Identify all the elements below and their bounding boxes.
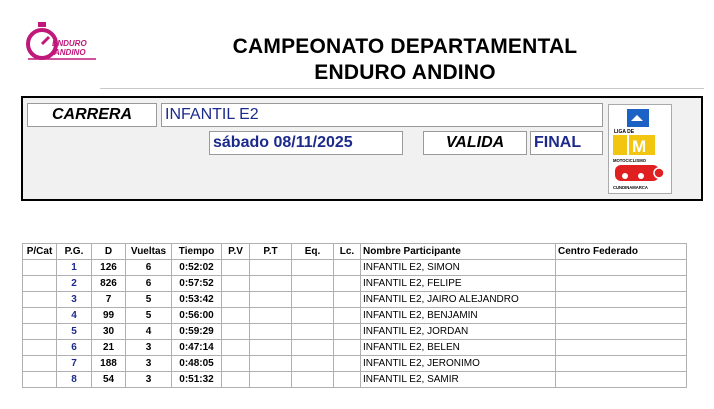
cell-pcat bbox=[23, 260, 57, 276]
cell-pt bbox=[250, 308, 292, 324]
cell-vueltas: 3 bbox=[126, 372, 172, 388]
cell-pcat bbox=[23, 356, 57, 372]
cell-pv bbox=[222, 308, 250, 324]
cell-pcat bbox=[23, 308, 57, 324]
cell-tiempo: 0:52:02 bbox=[172, 260, 222, 276]
cell-lc bbox=[334, 340, 361, 356]
column-header-centro[interactable]: Centro Federado bbox=[556, 244, 687, 260]
cell-lc bbox=[334, 356, 361, 372]
cell-vueltas: 3 bbox=[126, 356, 172, 372]
cell-vueltas: 6 bbox=[126, 260, 172, 276]
cell-vueltas: 6 bbox=[126, 276, 172, 292]
enduro-andino-logo bbox=[22, 20, 100, 62]
title-line-2: ENDURO ANDINO bbox=[314, 61, 496, 84]
cell-pt bbox=[250, 340, 292, 356]
cell-pt bbox=[250, 292, 292, 308]
title-divider bbox=[100, 88, 704, 89]
cell-pg: 2 bbox=[57, 276, 92, 292]
cell-d: 30 bbox=[92, 324, 126, 340]
cell-vueltas: 3 bbox=[126, 340, 172, 356]
cell-eq bbox=[292, 276, 334, 292]
cell-d: 7 bbox=[92, 292, 126, 308]
cell-pcat bbox=[23, 276, 57, 292]
cell-eq bbox=[292, 260, 334, 276]
cell-vueltas: 5 bbox=[126, 308, 172, 324]
svg-text:MOTOCICLISMO: MOTOCICLISMO bbox=[613, 158, 646, 163]
table-row[interactable] bbox=[23, 372, 687, 388]
cell-centro bbox=[556, 356, 687, 372]
cell-eq bbox=[292, 340, 334, 356]
cell-eq bbox=[292, 308, 334, 324]
column-header-pt[interactable]: P.T bbox=[250, 244, 292, 260]
svg-text:ANDINO: ANDINO bbox=[54, 48, 86, 57]
cell-d: 99 bbox=[92, 308, 126, 324]
cell-pv bbox=[222, 372, 250, 388]
cell-pt bbox=[250, 356, 292, 372]
column-header-eq[interactable]: Eq. bbox=[292, 244, 334, 260]
cell-vueltas: 4 bbox=[126, 324, 172, 340]
cell-pv bbox=[222, 260, 250, 276]
cell-tiempo: 0:57:52 bbox=[172, 276, 222, 292]
table-row[interactable] bbox=[23, 260, 687, 276]
cell-d: 826 bbox=[92, 276, 126, 292]
column-header-pv[interactable]: P.V bbox=[222, 244, 250, 260]
cell-nombre: INFANTIL E2, JORDAN bbox=[361, 324, 556, 340]
column-header-lc[interactable]: Lc. bbox=[334, 244, 361, 260]
cell-centro bbox=[556, 324, 687, 340]
cell-eq bbox=[292, 372, 334, 388]
cell-centro bbox=[556, 260, 687, 276]
cell-eq bbox=[292, 324, 334, 340]
cell-eq bbox=[292, 356, 334, 372]
cell-lc bbox=[334, 260, 361, 276]
carrera-value: INFANTIL E2 bbox=[161, 103, 603, 127]
cell-lc bbox=[334, 308, 361, 324]
table-row[interactable] bbox=[23, 308, 687, 324]
cell-pg: 3 bbox=[57, 292, 92, 308]
svg-text:M: M bbox=[632, 137, 647, 156]
cell-pg: 4 bbox=[57, 308, 92, 324]
cell-pg: 1 bbox=[57, 260, 92, 276]
cell-tiempo: 0:59:29 bbox=[172, 324, 222, 340]
cell-centro bbox=[556, 292, 687, 308]
table-row[interactable] bbox=[23, 340, 687, 356]
cell-tiempo: 0:56:00 bbox=[172, 308, 222, 324]
table-row[interactable] bbox=[23, 276, 687, 292]
carrera-label: CARRERA bbox=[27, 103, 157, 127]
cell-nombre: INFANTIL E2, FELIPE bbox=[361, 276, 556, 292]
column-header-vueltas[interactable]: Vueltas bbox=[126, 244, 172, 260]
cell-centro bbox=[556, 372, 687, 388]
cell-lc bbox=[334, 276, 361, 292]
table-header-row bbox=[23, 244, 687, 260]
cell-pv bbox=[222, 340, 250, 356]
cell-pv bbox=[222, 276, 250, 292]
cell-pg: 6 bbox=[57, 340, 92, 356]
cell-pg: 7 bbox=[57, 356, 92, 372]
cell-pcat bbox=[23, 324, 57, 340]
table-row[interactable] bbox=[23, 292, 687, 308]
cell-pcat bbox=[23, 292, 57, 308]
cell-lc bbox=[334, 292, 361, 308]
cell-d: 54 bbox=[92, 372, 126, 388]
cell-pv bbox=[222, 356, 250, 372]
cell-centro bbox=[556, 308, 687, 324]
cell-tiempo: 0:48:05 bbox=[172, 356, 222, 372]
liga-motociclismo-logo bbox=[608, 104, 672, 194]
cell-nombre: INFANTIL E2, SAMIR bbox=[361, 372, 556, 388]
column-header-nombre[interactable]: Nombre Participante bbox=[361, 244, 556, 260]
page-title bbox=[140, 34, 670, 86]
cell-d: 21 bbox=[92, 340, 126, 356]
results-table bbox=[22, 243, 687, 388]
cell-nombre: INFANTIL E2, JERONIMO bbox=[361, 356, 556, 372]
column-header-pg[interactable]: P.G. bbox=[57, 244, 92, 260]
column-header-pcat[interactable]: P/Cat bbox=[23, 244, 57, 260]
cell-centro bbox=[556, 340, 687, 356]
cell-nombre: INFANTIL E2, SIMON bbox=[361, 260, 556, 276]
svg-text:ENDURO: ENDURO bbox=[52, 39, 87, 48]
cell-d: 126 bbox=[92, 260, 126, 276]
cell-lc bbox=[334, 324, 361, 340]
valida-label: VALIDA bbox=[423, 131, 527, 155]
cell-tiempo: 0:47:14 bbox=[172, 340, 222, 356]
cell-centro bbox=[556, 276, 687, 292]
valida-value: FINAL bbox=[530, 131, 603, 155]
cell-pg: 5 bbox=[57, 324, 92, 340]
cell-pt bbox=[250, 260, 292, 276]
table-row[interactable] bbox=[23, 356, 687, 372]
cell-pt bbox=[250, 324, 292, 340]
cell-pt bbox=[250, 276, 292, 292]
cell-pcat bbox=[23, 372, 57, 388]
cell-nombre: INFANTIL E2, BENJAMIN bbox=[361, 308, 556, 324]
race-info-panel bbox=[21, 96, 703, 201]
cell-tiempo: 0:51:32 bbox=[172, 372, 222, 388]
cell-vueltas: 5 bbox=[126, 292, 172, 308]
cell-nombre: INFANTIL E2, BELEN bbox=[361, 340, 556, 356]
title-line-1: CAMPEONATO DEPARTAMENTAL bbox=[232, 35, 578, 58]
svg-text:CUNDINAMARCA: CUNDINAMARCA bbox=[613, 185, 648, 190]
cell-lc bbox=[334, 372, 361, 388]
cell-pt bbox=[250, 372, 292, 388]
table-row[interactable] bbox=[23, 324, 687, 340]
cell-pv bbox=[222, 324, 250, 340]
column-header-tiempo[interactable]: Tiempo bbox=[172, 244, 222, 260]
cell-pv bbox=[222, 292, 250, 308]
cell-tiempo: 0:53:42 bbox=[172, 292, 222, 308]
cell-eq bbox=[292, 292, 334, 308]
cell-pcat bbox=[23, 340, 57, 356]
cell-d: 188 bbox=[92, 356, 126, 372]
cell-nombre: INFANTIL E2, JAIRO ALEJANDRO bbox=[361, 292, 556, 308]
race-date: sábado 08/11/2025 bbox=[209, 131, 403, 155]
column-header-d[interactable]: D bbox=[92, 244, 126, 260]
cell-pg: 8 bbox=[57, 372, 92, 388]
svg-text:LIGA DE: LIGA DE bbox=[614, 129, 635, 135]
